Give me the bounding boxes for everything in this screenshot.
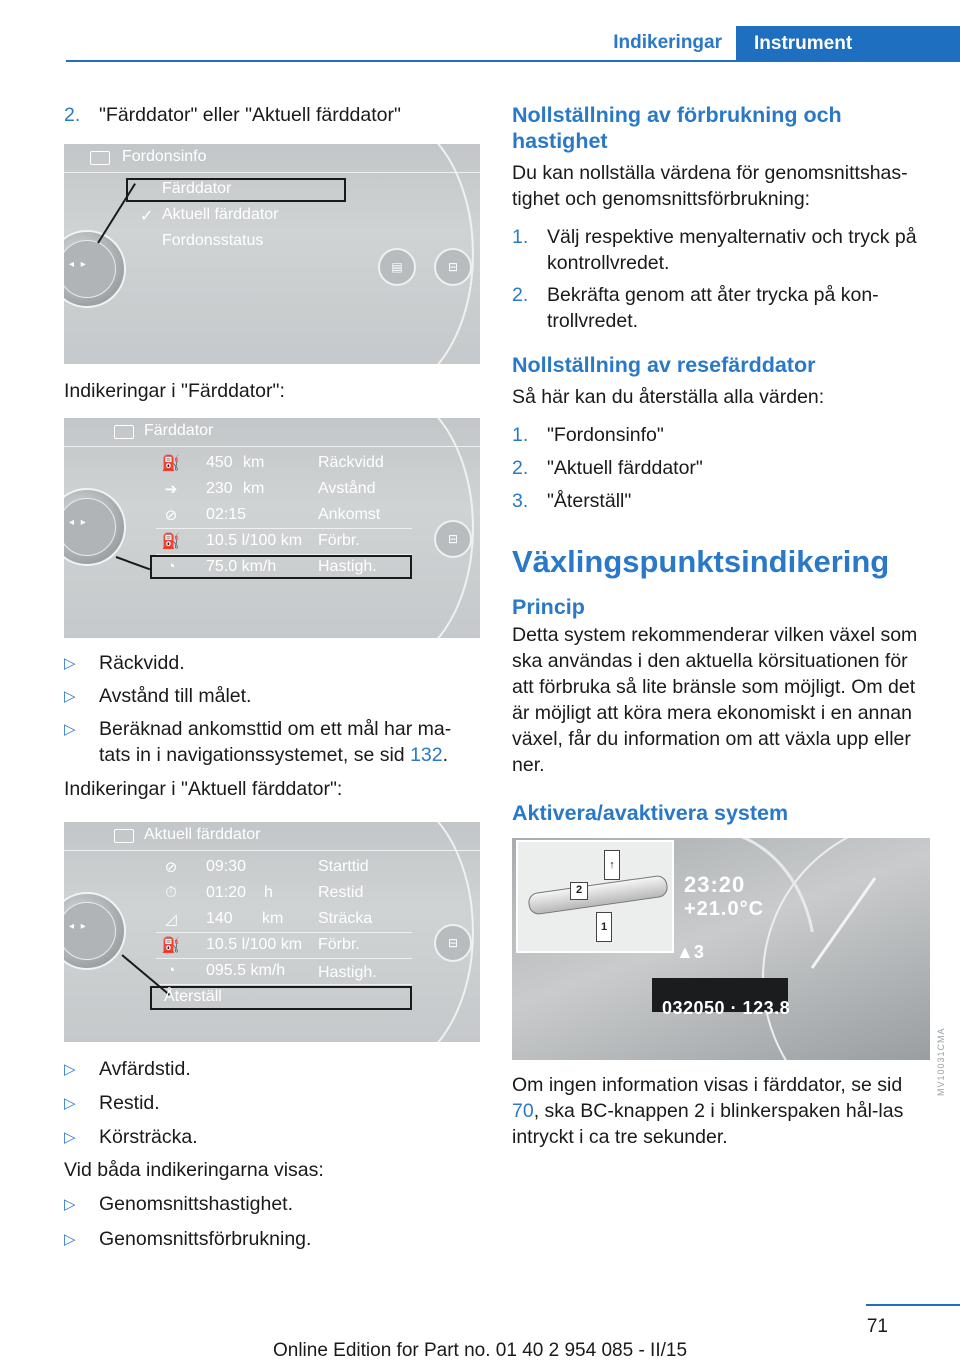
bullet-list-3 <box>64 1191 482 1253</box>
departure-icon: ⊘ <box>164 859 178 876</box>
list-item: 1. "Fordonsinfo" <box>512 424 664 446</box>
bc-button-label: 2 <box>570 882 588 900</box>
option-button-icon: ⊟ <box>434 520 472 558</box>
speed-icon: ◔ <box>166 558 176 575</box>
steps-reset <box>512 224 932 334</box>
screen-title: Färddator <box>144 422 214 439</box>
row-label: Hastigh. <box>318 964 377 981</box>
list-item: ▷ Körsträcka. <box>64 1124 482 1151</box>
speed-icon: ◔ <box>166 962 176 979</box>
instrument-cluster-photo <box>512 838 930 1060</box>
menu-item-aktuell[interactable]: Aktuell färddator <box>162 206 279 223</box>
para-princip: Detta system rekommenderar vilken växel som ska användas i den aktuella körsituationen för att förbruka så lite bränsle som möjligt. Om det är möjligt att köra mera ekonomiskt i en annan växel, får du information om att växla upp eller ner. <box>512 624 918 776</box>
row-label: Ankomst <box>318 506 381 523</box>
footer-rule <box>866 1304 960 1306</box>
list-item: 3. "Återställ" <box>512 490 632 512</box>
fordonsinfo-screen <box>64 144 480 364</box>
section-tab[interactable]: Indikeringar <box>613 32 722 53</box>
screen-title: Fordonsinfo <box>122 148 207 165</box>
row-value: 095.5 km/h <box>206 962 286 979</box>
option-button-icon: ⊟ <box>434 248 472 286</box>
bullet-list-1 <box>64 650 482 768</box>
arrow-up-icon: ↑ <box>604 850 620 880</box>
bullet-icon: ▷ <box>64 1061 76 1078</box>
page-link[interactable]: 70 <box>512 1100 534 1122</box>
heading-activate: Aktivera/avaktivera system <box>512 801 789 825</box>
bullet-icon: ▷ <box>64 655 76 672</box>
arrival-icon: ⊘ <box>164 507 178 524</box>
row-label: Förbr. <box>318 532 360 549</box>
list-item: ▷ Restid. <box>64 1090 482 1117</box>
list-item: 2. Bekräfta genom att åter trycka på kon‐trollvredet. <box>512 284 879 332</box>
edition-footer: Online Edition for Part no. 01 40 2 954 085 - II/15 <box>272 1340 688 1361</box>
list-item: ▷ Avstånd till målet. <box>64 683 482 710</box>
bullet-icon: ▷ <box>64 1196 76 1213</box>
para-both: Vid båda indikeringarna visas: <box>64 1159 324 1181</box>
row-unit: km <box>243 454 265 471</box>
stopwatch-icon: ⏱ <box>165 884 177 901</box>
list-item: ▷ Genomsnittshastighet. <box>64 1191 482 1218</box>
list-item: ▷ Avfärdstid. <box>64 1056 482 1083</box>
screen-title: Aktuell färddator <box>144 826 261 843</box>
para-final: Om ingen information visas i färddator, se sid 70, ska BC-knappen 2 i blinkerspaken hål‐las intryckt i ca tre sekunder. <box>512 1074 904 1148</box>
arrow-down-icon: 1 <box>596 912 612 942</box>
page-link[interactable]: 132 <box>410 744 443 766</box>
row-label: Avstånd <box>318 480 376 497</box>
row-label: Restid <box>318 884 364 901</box>
menu-button-icon: ▤ <box>378 248 416 286</box>
para-trip-reset: Så här kan du återställa alla värden: <box>512 386 825 408</box>
bullet-icon: ▷ <box>64 1095 76 1112</box>
row-value: 75.0 km/h <box>206 558 277 575</box>
row-value: 230 <box>206 480 233 497</box>
clock-readout: 23:20 <box>684 872 746 897</box>
list-item: 1. Välj respektive menyalternativ och tryck på kontrollvredet. <box>512 226 917 274</box>
distance-icon: ◿ <box>165 911 177 928</box>
row-value: 450 <box>206 454 233 471</box>
row-label: Räckvidd <box>318 454 384 471</box>
heading-gear-indicator: Växlingspunktsindikering <box>512 544 890 579</box>
bullet-icon: ▷ <box>64 721 76 738</box>
steps-trip <box>512 422 932 514</box>
distance-icon: ➔ <box>164 481 178 498</box>
row-unit: h <box>264 884 273 901</box>
fuel-range-icon: ⛽ <box>161 455 181 472</box>
trip-computer-icon <box>114 425 134 439</box>
bullet-icon: ▷ <box>64 1231 76 1248</box>
right-column <box>512 102 932 1150</box>
controller-dial: ◂ ▸ <box>64 230 126 308</box>
para-farddator: Indikeringar i "Färddator": <box>64 380 285 402</box>
turn-signal-stalk-inset <box>516 840 674 953</box>
step-number: 2. <box>64 104 81 126</box>
step-2 <box>64 102 482 128</box>
trip-computer-icon <box>114 829 134 843</box>
row-value: 10.5 l/100 km <box>206 936 303 953</box>
para-aktuell: Indikeringar i "Aktuell färddator": <box>64 778 343 800</box>
heading-reset: Nollställning av förbrukning och hastighet <box>512 103 842 153</box>
image-code: MV10031CMA <box>936 1027 946 1096</box>
option-button-icon: ⊟ <box>434 924 472 962</box>
shift-indicator: ▲3 <box>676 942 704 962</box>
reset-menu-item[interactable]: Återställ <box>164 988 222 1005</box>
row-label: Starttid <box>318 858 369 875</box>
row-label: Sträcka <box>318 910 373 927</box>
row-unit: km <box>243 480 265 497</box>
odometer-readout: 032050 · 123.8 <box>662 998 791 1018</box>
header-rule <box>66 60 960 62</box>
list-item: ▷ Räckvidd. <box>64 650 482 677</box>
chapter-tab[interactable]: Instrument <box>736 26 960 62</box>
check-icon: ✓ <box>140 208 154 225</box>
left-column <box>64 102 482 1253</box>
bullet-icon: ▷ <box>64 688 76 705</box>
row-value: 09:30 <box>206 858 247 875</box>
row-value: 01:20 <box>206 884 247 901</box>
menu-item-fordonsstatus[interactable]: Fordonsstatus <box>162 232 264 249</box>
list-item: ▷ Genomsnittsförbrukning. <box>64 1226 482 1253</box>
selection-frame <box>126 178 346 202</box>
page-header <box>66 26 960 62</box>
row-value: 10.5 l/100 km <box>206 532 303 549</box>
bullet-icon: ▷ <box>64 1129 76 1146</box>
bullet-list-2 <box>64 1056 482 1151</box>
controller-dial: ◂ ▸ <box>64 488 126 566</box>
heading-trip-reset: Nollställning av resefärddator <box>512 353 816 377</box>
row-label: Hastigh. <box>318 558 377 575</box>
row-value: 02:15 <box>206 506 247 523</box>
temperature-readout: +21.0°C <box>684 898 765 920</box>
heading-princip: Princip <box>512 595 585 619</box>
consumption-icon: ⛽ <box>161 937 181 954</box>
aktuell-farddator-screen <box>64 822 480 1042</box>
car-icon <box>90 151 110 165</box>
list-item: ▷ Beräknad ankomsttid om ett mål har ma‐tats in i navigationssystemet, se sid 132. <box>64 718 452 766</box>
page-number: 71 <box>866 1316 888 1337</box>
list-item: 2. "Aktuell färddator" <box>512 457 703 479</box>
step-text: "Färddator" eller "Aktuell färddator" <box>99 104 401 126</box>
row-label: Förbr. <box>318 936 360 953</box>
row-value: 140 <box>206 910 233 927</box>
farddator-screen <box>64 418 480 638</box>
row-unit: km <box>262 910 284 927</box>
controller-dial: ◂ ▸ <box>64 892 126 970</box>
consumption-icon: ⛽ <box>161 533 181 550</box>
menu-item-farddator[interactable]: Färddator <box>162 180 232 197</box>
para-reset: Du kan nollställa värdena för genomsnittshas‐tighet och genomsnittsförbrukning: <box>512 162 908 210</box>
